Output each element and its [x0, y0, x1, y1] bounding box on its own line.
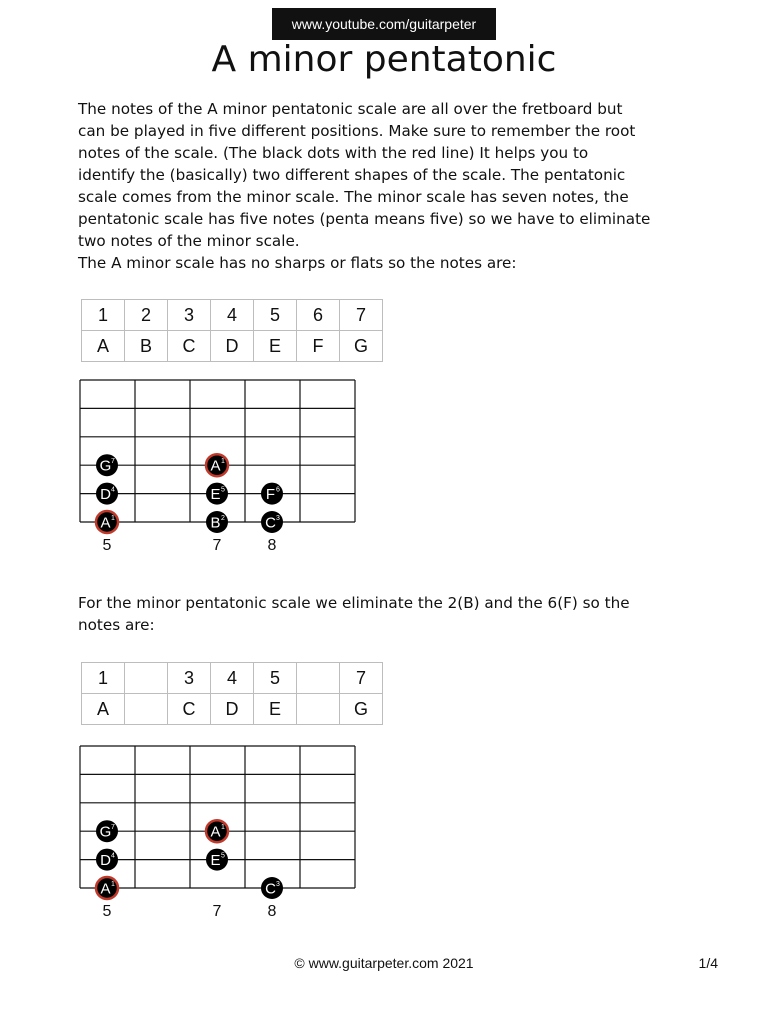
degree-cell: [125, 663, 168, 694]
degree-cell: 5: [254, 663, 297, 694]
minor-scale-table: [81, 299, 383, 362]
degree-label: 1: [111, 515, 115, 522]
degree-label: 5: [221, 852, 225, 860]
degree-label: 6: [276, 486, 280, 494]
note-label: E: [210, 852, 221, 870]
fretboard-diagram-full-scale: [60, 372, 370, 568]
page-title: A minor pentatonic: [211, 39, 557, 80]
degree-label: 4: [111, 852, 115, 860]
note-label: C: [265, 880, 276, 898]
fretboard-diagram-pentatonic: [60, 738, 370, 934]
note-label: C: [265, 514, 276, 532]
degree-row: [82, 663, 383, 694]
degree-cell: [297, 663, 340, 694]
pentatonic-line: notes are:: [78, 616, 155, 634]
fret-number: 8: [267, 537, 277, 554]
intro-line: identify the (basically) two different shapes of the scale. The pentatonic: [78, 166, 626, 184]
note-row: [82, 331, 383, 362]
channel-banner: www.youtube.com/guitarpeter: [272, 8, 496, 40]
note-cell: F: [297, 331, 340, 362]
intro-paragraph: [78, 98, 698, 274]
fret-number: 7: [212, 537, 222, 554]
note-label: A: [100, 880, 111, 898]
degree-cell: 1: [82, 300, 125, 331]
degree-cell: 7: [340, 663, 383, 694]
note-cell: D: [211, 331, 254, 362]
note-cell: [125, 694, 168, 725]
degree-label: 4: [111, 486, 115, 494]
degree-cell: 4: [211, 300, 254, 331]
degree-cell: 7: [340, 300, 383, 331]
note-label: D: [100, 852, 111, 870]
degree-label: 3: [276, 515, 280, 522]
note-label: B: [210, 514, 221, 532]
note-cell: A: [82, 694, 125, 725]
fret-number: 8: [267, 903, 277, 920]
intro-line: The notes of the A minor pentatonic scale are all over the fretboard but: [78, 100, 623, 118]
intro-line: pentatonic scale has five notes (penta means five) so we have to eliminate: [78, 210, 651, 228]
pentatonic-paragraph: [78, 592, 698, 636]
note-label: A: [210, 457, 221, 475]
note-cell: C: [168, 331, 211, 362]
note-cell: D: [211, 694, 254, 725]
degree-label: 7: [111, 824, 115, 832]
fret-number: 5: [102, 903, 112, 920]
note-label: F: [265, 486, 276, 504]
intro-line: The A minor scale has no sharps or flats so the notes are:: [78, 254, 517, 272]
note-label: A: [210, 823, 221, 841]
degree-cell: 4: [211, 663, 254, 694]
degree-label: 2: [221, 515, 225, 522]
note-cell: A: [82, 331, 125, 362]
note-cell: [297, 694, 340, 725]
degree-cell: 3: [168, 663, 211, 694]
degree-cell: 5: [254, 300, 297, 331]
degree-label: 1: [221, 824, 225, 832]
note-label: G: [99, 823, 112, 841]
pentatonic-table: [81, 662, 383, 725]
note-label: G: [99, 457, 112, 475]
note-label: D: [100, 486, 111, 504]
degree-cell: 6: [297, 300, 340, 331]
note-cell: G: [340, 331, 383, 362]
intro-line: notes of the scale. (The black dots with the red line) It helps you to: [78, 144, 589, 162]
page-number: 1/4: [698, 955, 718, 971]
intro-line: two notes of the minor scale.: [78, 232, 300, 250]
note-cell: C: [168, 694, 211, 725]
degree-row: [82, 300, 383, 331]
degree-cell: 1: [82, 663, 125, 694]
note-row: [82, 694, 383, 725]
degree-cell: 3: [168, 300, 211, 331]
degree-label: 7: [111, 458, 115, 466]
degree-label: 3: [276, 881, 280, 888]
note-cell: E: [254, 331, 297, 362]
note-label: E: [210, 486, 221, 504]
note-cell: B: [125, 331, 168, 362]
fret-number: 5: [102, 537, 112, 554]
degree-label: 5: [221, 486, 225, 494]
pentatonic-line: For the minor pentatonic scale we eliminate the 2(B) and the 6(F) so the: [78, 594, 630, 612]
degree-label: 1: [111, 881, 115, 888]
fret-number: 7: [212, 903, 222, 920]
note-label: A: [100, 514, 111, 532]
note-cell: G: [340, 694, 383, 725]
intro-line: can be played in five different positions. Make sure to remember the root: [78, 122, 636, 140]
intro-line: scale comes from the minor scale. The minor scale has seven notes, the: [78, 188, 629, 206]
degree-label: 1: [221, 458, 225, 466]
degree-cell: 2: [125, 300, 168, 331]
footer-copyright: © www.guitarpeter.com 2021: [294, 955, 474, 971]
note-cell: E: [254, 694, 297, 725]
